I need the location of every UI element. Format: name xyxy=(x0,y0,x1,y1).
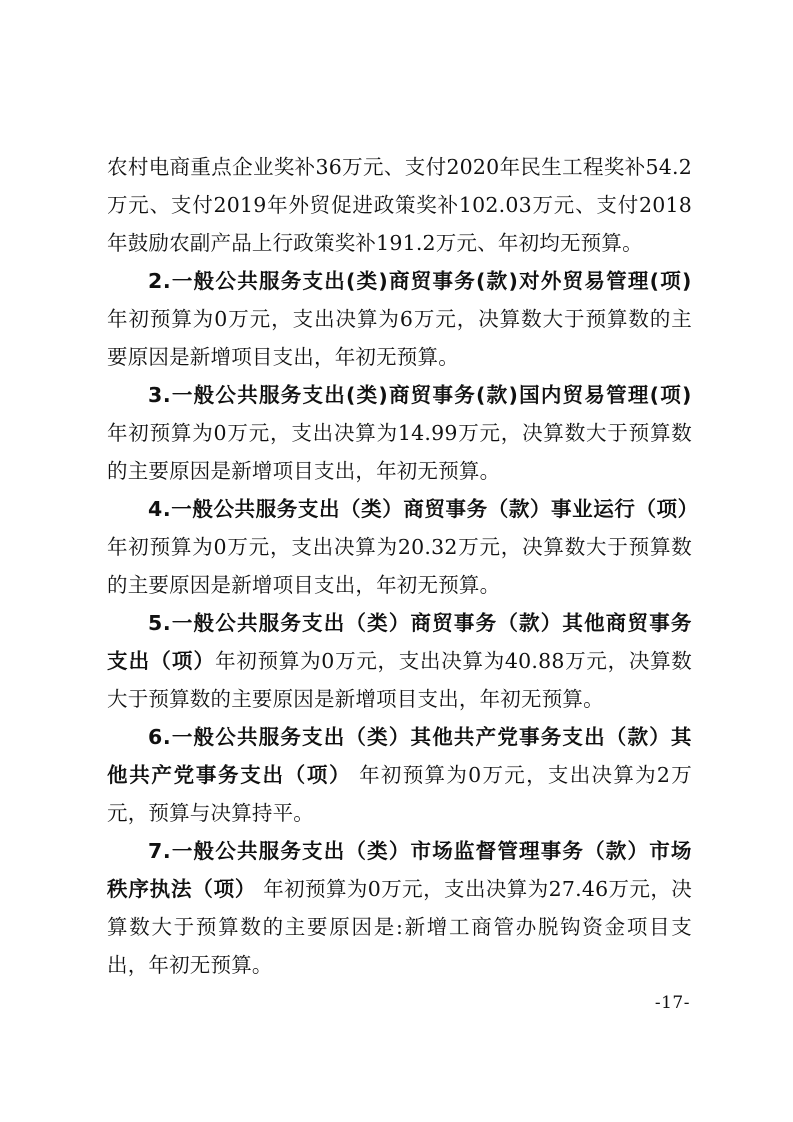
paragraph-body: 年初预算为0万元，支出决算为20.32万元，决算数大于预算数的主要原因是新增项目支出，年初无预算。 xyxy=(107,535,692,597)
item-heading: 2.一般公共服务支出(类)商贸事务(款)对外贸易管理(项) xyxy=(148,269,692,293)
item-heading: 6.一般公共服务支出（类）其他共产党事务支出（款）其他共产党事务支出（项） xyxy=(107,725,692,787)
paragraph-item-2 xyxy=(107,262,692,376)
item-heading: 5.一般公共服务支出（类）商贸事务（款）其他商贸事务支出（项） xyxy=(107,611,692,673)
paragraph-item-3 xyxy=(107,376,692,490)
paragraph-item-5 xyxy=(107,604,692,718)
paragraph-body: 农村电商重点企业奖补36万元、支付2020年民生工程奖补54.2万元、支付2019年外贸促进政策奖补102.03万元、支付2018年鼓励农副产品上行政策奖补191.2万元、年初均无预算。 xyxy=(107,155,692,255)
paragraph-body: 年初预算为0万元，支出决算为14.99万元，决算数大于预算数的主要原因是新增项目支出，年初无预算。 xyxy=(107,421,692,483)
paragraph-continuation xyxy=(107,148,692,262)
paragraph-item-7 xyxy=(107,832,692,984)
document-body xyxy=(107,148,699,984)
paragraph-body: 年初预算为0万元，支出决算为6万元，决算数大于预算数的主要原因是新增项目支出，年初无预算。 xyxy=(107,307,692,369)
paragraph-item-6 xyxy=(107,718,692,832)
item-heading: 4.一般公共服务支出（类）商贸事务（款）事业运行（项） xyxy=(148,497,699,521)
paragraph-body: 年初预算为0万元，支出决算为40.88万元，决算数大于预算数的主要原因是新增项目支出，年初无预算。 xyxy=(107,649,692,711)
item-heading: 3.一般公共服务支出(类)商贸事务(款)国内贸易管理(项) xyxy=(148,383,692,407)
paragraph-body: 年初预算为0万元，支出决算为27.46万元，决算数大于预算数的主要原因是:新增工商管办脱钩资金项目支出，年初无预算。 xyxy=(107,877,692,977)
page-number: -17- xyxy=(654,993,690,1013)
item-heading: 7.一般公共服务支出（类）市场监督管理事务（款）市场秩序执法（项） xyxy=(107,839,692,901)
paragraph-body: 年初预算为0万元，支出决算为2万元，预算与决算持平。 xyxy=(107,763,692,825)
paragraph-item-4 xyxy=(107,490,699,604)
